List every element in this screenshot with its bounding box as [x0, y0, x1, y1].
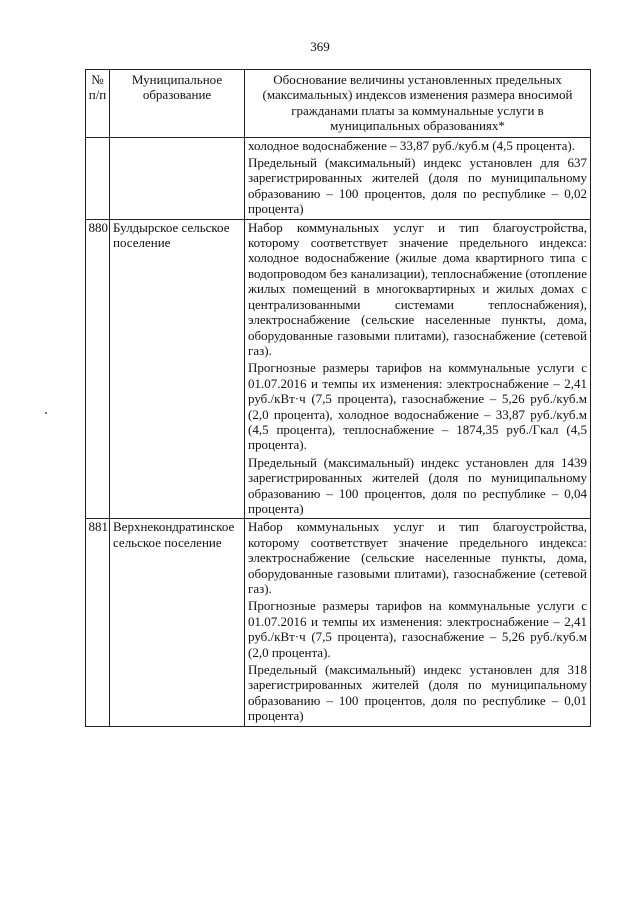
row-municipality — [110, 137, 245, 219]
header-number: № п/п — [86, 70, 110, 138]
row-municipality: Верхнекондратинское сельское поселение — [110, 519, 245, 726]
tariff-index-table — [85, 69, 591, 727]
row-number — [86, 137, 110, 219]
reason-paragraph: Предельный (максимальный) индекс установлен для 318 зарегистрированных жителей (доля по муниципальному образованию – 100 процентов, доля по республике – 0,01 процента) — [248, 662, 587, 724]
reason-paragraph: Набор коммунальных услуг и тип благоустройства, которому соответствует значение предельного индекса: электроснабжение (сельские населенные пункты, дома, оборудованные газовыми плитами), газоснабжение (сетевой газ). — [248, 519, 587, 596]
table-header-row — [86, 70, 591, 138]
page-number: 369 — [310, 39, 330, 54]
reason-paragraph: Предельный (максимальный) индекс установлен для 1439 зарегистрированных жителей (доля по муниципальному образованию – 100 процентов, доля по республике – 0,04 процента) — [248, 454, 587, 516]
table-row — [86, 519, 591, 726]
reason-paragraph: Предельный (максимальный) индекс установлен для 637 зарегистрированных жителей (доля по муниципальному образованию – 100 процентов, доля по республике – 0,02 процента) — [248, 155, 587, 217]
row-reason — [245, 137, 591, 219]
header-reason: Обоснование величины установленных предельных (максимальных) индексов изменения размера вносимой гражданами платы за коммунальные услуги в муниципальных образованиях* — [245, 70, 591, 138]
reason-paragraph: Набор коммунальных услуг и тип благоустройства, которому соответствует значение предельного индекса: холодное водоснабжение (жилые дома квартирного типа с водопроводом без канализации), теплоснабжение (отопление жилых помещений в многоквартирных и жилых домах с централизованными системами теплоснабжения), электроснабжение (сельские населенные пункты, дома, оборудованные газовыми плитами), газоснабжение (сетевой газ). — [248, 219, 587, 358]
row-reason — [245, 519, 591, 726]
row-number: 881 — [86, 519, 110, 726]
scan-speck — [45, 412, 47, 414]
table-row — [86, 137, 591, 219]
reason-paragraph: Прогнозные размеры тарифов на коммунальные услуги с 01.07.2016 и темпы их изменения: электроснабжение – 2,41 руб./кВт·ч (7,5 процента), газоснабжение – 5,26 руб./куб.м (2,0 процента), холодное водоснабжение – 33,87 руб./куб.м (4,5 процента), теплоснабжение – 1874,35 руб./Гкал (4,5 процента). — [248, 360, 587, 453]
reason-paragraph: Прогнозные размеры тарифов на коммунальные услуги с 01.07.2016 и темпы их изменения: электроснабжение – 2,41 руб./кВт·ч (7,5 процента), газоснабжение – 5,26 руб./куб.м (2,0 процента). — [248, 598, 587, 660]
row-reason — [245, 219, 591, 519]
table-row — [86, 219, 591, 519]
reason-paragraph: холодное водоснабжение – 33,87 руб./куб.м (4,5 процента). — [248, 137, 575, 153]
header-municipality: Муниципальное образование — [110, 70, 245, 138]
row-municipality: Булдырское сельское поселение — [110, 219, 245, 519]
row-number: 880 — [86, 219, 110, 519]
